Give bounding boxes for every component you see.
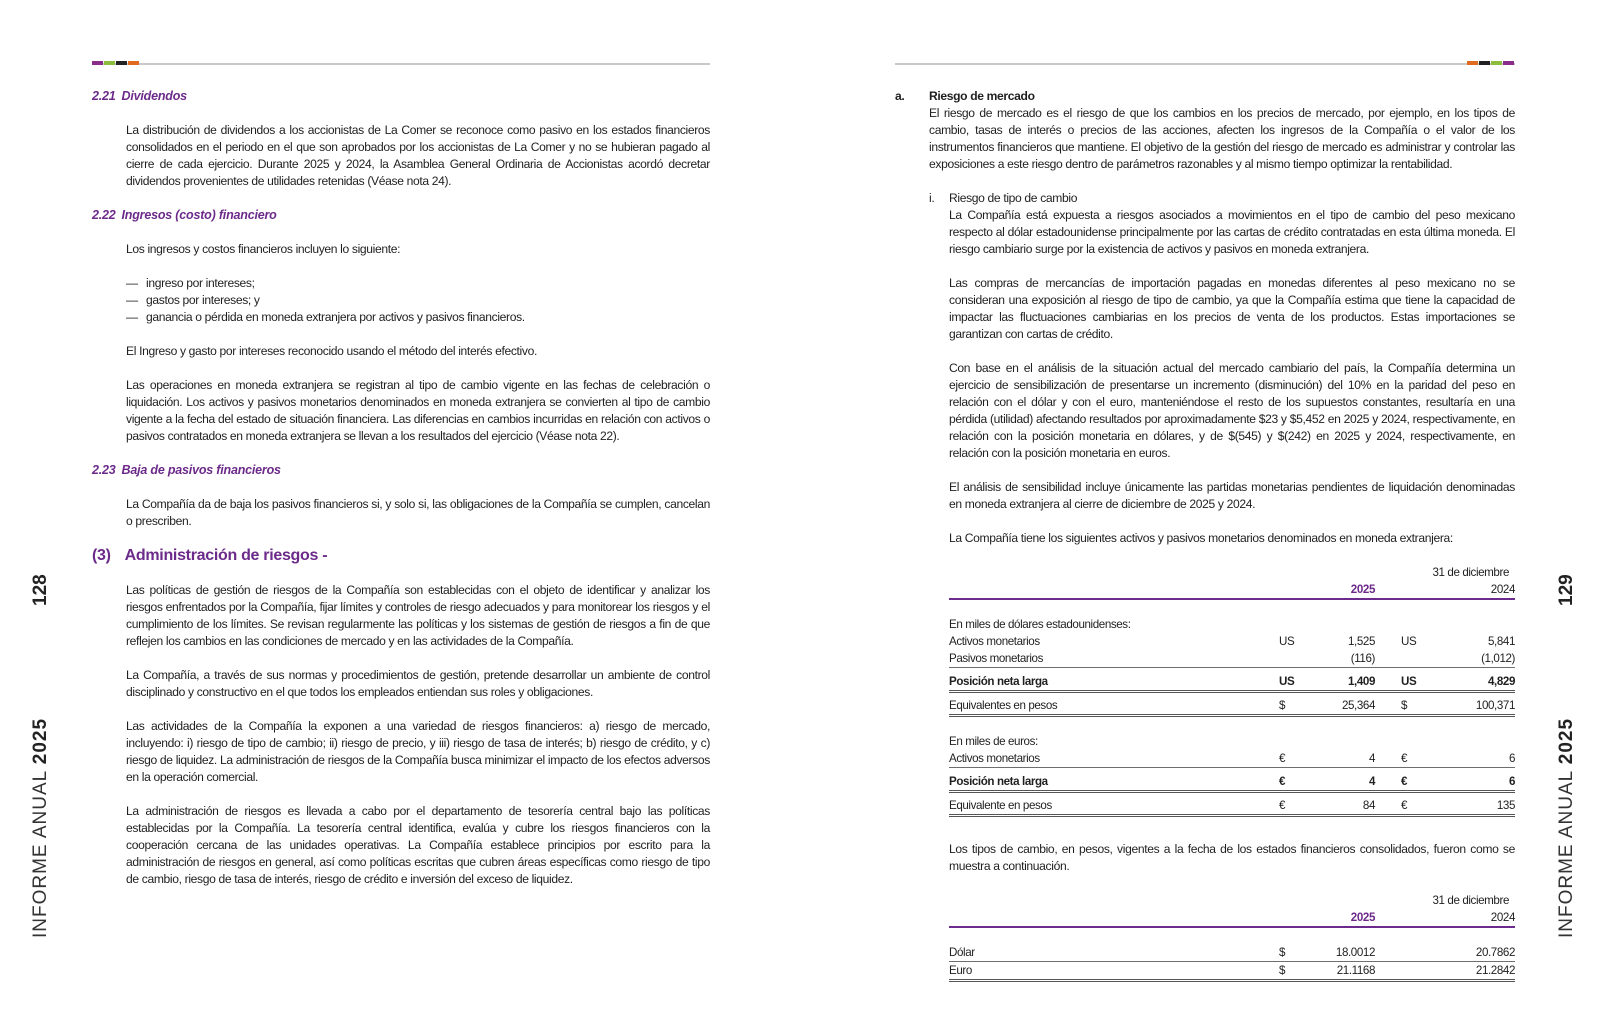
table-header-row: [949, 892, 1515, 909]
paragraph: La Compañía, a través de sus normas y procedimientos de gestión, pretende desarrollar un ambiente de control disciplinado y constructivo en el que todos los empleados entiendan sus roles y obligaciones.: [126, 668, 710, 699]
currency: €: [1279, 791, 1309, 815]
side-margin-left: [26, 560, 56, 940]
row-label: Dólar: [949, 944, 1279, 962]
currency: [1375, 650, 1435, 668]
table-row: [949, 616, 1515, 633]
monetary-position-table: [949, 564, 1515, 817]
value-2025: 21.1168: [1309, 961, 1375, 980]
section-body-3: [92, 582, 710, 888]
value-2025: 84: [1309, 791, 1375, 815]
section-heading-3: [92, 547, 710, 564]
section-title: Administración de riesgos -: [124, 547, 328, 564]
paragraph: Las políticas de gestión de riesgos de la Compañía son establecidas con el objeto de identificar y analizar los riesgos enfrentados por la Compañía, fijar límites y controles de riesgo adecuados y para monitorear los riesgos y el cumplimiento de los límites. Se revisan regularmente las políticas y los sistemas de gestión de riesgos a fin de que reflejen los cambios en las condiciones de mercado y en las actividades de la Compañía.: [126, 583, 710, 648]
section-number: 2.23: [92, 463, 116, 477]
list-item-text: gastos por intereses; y: [146, 293, 260, 307]
period-label: 31 de diciembre: [1432, 566, 1509, 579]
item-label: a.: [895, 89, 905, 103]
table-row: [949, 791, 1515, 815]
row-label: Equivalente en pesos: [949, 791, 1279, 815]
row-label: Euro: [949, 961, 1279, 980]
list-item-text: ganancia o pérdida en moneda extranjera por activos y pasivos financieros.: [146, 310, 525, 324]
currency: $: [1375, 692, 1435, 716]
value-2024: 4,829: [1435, 668, 1515, 692]
row-label: Pasivos monetarios: [949, 650, 1279, 668]
subsection-body-a: [895, 105, 1515, 207]
subsection-heading-i: [929, 190, 1515, 207]
strip-block: [1479, 61, 1490, 65]
table-row: [949, 961, 1515, 980]
paragraph: Las operaciones en moneda extranjera se registran al tipo de cambio vigente en las fechas de celebración o liquidación. Los activos y pasivos monetarios denominados en moneda extranjera se convierten al tipo de cambio vigente a la fecha del estado de situación financiera. Las diferencias en cambios incurridas en relación con activos o pasivos contratados en moneda extranjera se llevan a los resultados del ejercicio (Véase nota 22).: [126, 378, 710, 443]
paragraph: Los tipos de cambio, en pesos, vigentes a la fecha de los estados financieros consolidados, fueron como se muestra a continuación.: [949, 841, 1515, 873]
page-right: [895, 88, 1515, 982]
item-label: i.: [929, 191, 935, 205]
value-2025: 25,364: [1309, 692, 1375, 716]
value-2024: 6: [1435, 767, 1515, 791]
strip-block: [128, 61, 139, 65]
report-title-left: [30, 718, 52, 938]
section-title: Dividendos: [121, 89, 187, 103]
section-heading-2-21: [92, 88, 710, 105]
report-title-right: [1556, 718, 1578, 938]
table-row: [949, 733, 1515, 750]
bullet-list: [126, 275, 710, 326]
row-label: Equivalentes en pesos: [949, 692, 1279, 716]
table-header-row: [949, 581, 1515, 599]
value-2025: 1,525: [1347, 635, 1375, 648]
paragraph: La Compañía tiene los siguientes activos y pasivos monetarios denominados en moneda extranjera:: [949, 531, 1453, 545]
list-item: [126, 309, 710, 326]
paragraph: Los ingresos y costos financieros incluyen lo siguiente:: [126, 242, 401, 256]
paragraph: La Compañía da de baja los pasivos financieros si, y solo si, las obligaciones de la Compañía se cumplen, cancelan o prescriben.: [126, 497, 710, 528]
value-2024: (1,012): [1435, 650, 1515, 668]
report-year: 2025: [1556, 717, 1577, 765]
section-title: Ingresos (costo) financiero: [121, 208, 277, 222]
year-2025-header: 2025: [1309, 581, 1375, 599]
table-row: [949, 633, 1515, 650]
report-label: INFORME ANUAL: [1556, 770, 1577, 938]
year-2025-header: 2025: [1309, 909, 1375, 927]
page-number-right: 129: [1556, 574, 1577, 606]
subsection-body-i: [895, 207, 1515, 547]
currency: US: [1279, 635, 1295, 648]
paragraph: El análisis de sensibilidad incluye únicamente las partidas monetarias pendientes de liquidación denominadas en moneda extranjera al cierre de diciembre de 2025 y 2024.: [949, 480, 1515, 511]
item-title: Riesgo de mercado: [929, 89, 1035, 103]
currency: €: [1279, 767, 1309, 791]
list-item-text: ingreso por intereses;: [146, 276, 255, 290]
section-body-2-23: [92, 496, 710, 530]
table-row: [949, 750, 1515, 768]
section-number: 2.21: [92, 89, 116, 103]
strip-block: [1467, 61, 1478, 65]
page-left: [92, 88, 710, 905]
list-item: [126, 292, 710, 309]
paragraph: La administración de riesgos es llevada a cabo por el departamento de tesorería central bajo las políticas establecidas por la Compañía. La tesorería central identifica, evalúa y cubre los riesgos financieros con la cooperación cercana de las unidades operativas. La Compañía establece principios por escrito para la administración de riesgos en general, así como políticas escritas que cubren áreas específicas como riesgo de tipo de cambio, riesgo de tasa de interés, riesgo de crédito e inversión del exceso de liquidez.: [126, 804, 710, 886]
currency: $: [1279, 961, 1309, 980]
dash-bullet: —: [126, 276, 138, 290]
strip-block: [1503, 61, 1514, 65]
report-year: 2025: [30, 717, 51, 765]
color-strip-left: [92, 61, 140, 65]
row-label: Activos monetarios: [949, 750, 1279, 768]
table-row: [949, 767, 1515, 791]
color-strip-right: [1467, 61, 1515, 65]
side-margin-right: [1552, 560, 1582, 940]
subsection-body-i-cont: [895, 841, 1515, 875]
value-2025: 4: [1309, 767, 1375, 791]
currency: US: [1279, 668, 1309, 692]
paragraph: Las actividades de la Compañía la exponen a una variedad de riesgos financieros: a) riesgo de mercado, incluyendo: i) riesgo de tipo de cambio; ii) riesgo de precio, y iii) riesgo de tasa de interés; b) riesgo de crédito, y c) riesgo de liquidez. La administración de riesgos de la Compañía busca minimizar el impacto de los efectos adversos en la operación comercial.: [126, 719, 710, 784]
section-heading-2-23: [92, 462, 710, 479]
strip-block: [116, 61, 127, 65]
table-header-row: [949, 909, 1515, 927]
top-rule-left: [92, 63, 710, 65]
year-2024-header: 2024: [1435, 581, 1515, 599]
currency: €: [1375, 750, 1435, 768]
section-number: 2.22: [92, 208, 116, 222]
dash-bullet: —: [126, 293, 138, 307]
value-2024: 20.7862: [1435, 944, 1515, 962]
group-heading: En miles de dólares estadounidenses:: [949, 618, 1131, 631]
table-row: [949, 692, 1515, 716]
section-heading-2-22: [92, 207, 710, 224]
value-2024: 21.2842: [1435, 961, 1515, 980]
table-header-row: [949, 564, 1515, 581]
list-item: [126, 275, 710, 292]
value-2024: 135: [1435, 791, 1515, 815]
paragraph: Con base en el análisis de la situación actual del mercado cambiario del país, la Compañía determina un ejercicio de sensibilización de presentarse un incremento (disminución) del 10% en la paridad del peso en relación con el dólar y con el euro, manteniéndose el resto de los supuestos constantes, resultaría en una pérdida (utilidad) afectando resultados por aproximadamente $23 y $5,452 en 2025 y 2024, respectivamente, en relación con la posición monetaria en dólares, y de $(545) y $(242) en 2025 y 2024, respectivamente, en relación con la posición monetaria en euros.: [949, 361, 1515, 460]
currency: US: [1401, 635, 1417, 648]
table-row: [949, 668, 1515, 692]
top-rule-right: [895, 63, 1515, 65]
value-2025: 18.0012: [1309, 944, 1375, 962]
value-2024: 6: [1435, 750, 1515, 768]
currency: $: [1279, 692, 1309, 716]
currency: US: [1375, 668, 1435, 692]
value-2025: 4: [1309, 750, 1375, 768]
paragraph: El Ingreso y gasto por intereses reconocido usando el método del interés efectivo.: [126, 344, 537, 358]
strip-block: [92, 61, 103, 65]
paragraph: Las compras de mercancías de importación pagadas en monedas diferentes al peso mexicano no se consideran una exposición al riesgo de tipo de cambio, ya que la Compañía estima que tiene la capacidad de impactar las fluctuaciones cambiarias en los precios de venta de los productos. Estas importaciones se garantizan con cartas de crédito.: [949, 276, 1515, 341]
paragraph: La distribución de dividendos a los accionistas de La Comer se reconoce como pasivo en los estados financieros consolidados en el periodo en el que son aprobados por los accionistas de La Comer y no se hubieran pagado al cierre de cada ejercicio. Durante 2025 y 2024, la Asamblea General Ordinaria de Accionistas acordó decretar dividendos provenientes de utilidades retenidas (Véase nota 24).: [126, 123, 710, 188]
group-heading: En miles de euros:: [949, 734, 1038, 748]
value-2024: 5,841: [1487, 635, 1515, 648]
currency: €: [1375, 791, 1435, 815]
subsection-heading-a: [895, 88, 1515, 105]
row-label: Activos monetarios: [949, 635, 1040, 648]
period-label: 31 de diciembre: [1432, 893, 1509, 907]
currency: €: [1375, 767, 1435, 791]
item-title: Riesgo de tipo de cambio: [949, 191, 1078, 205]
paragraph: El riesgo de mercado es el riesgo de que los cambios en los precios de mercado, por ejemplo, en los tipos de cambio, tasas de interés o precios de las acciones, afecten los ingresos de la Compañía o el valor de los instrumentos financieros que mantiene. El objetivo de la gestión del riesgo de mercado es administrar y controlar las exposiciones a este riesgo dentro de parámetros razonables y al mismo tiempo optimizar la rentabilidad.: [929, 106, 1515, 171]
row-label: Posición neta larga: [949, 767, 1279, 791]
section-body-2-22: [92, 241, 710, 445]
section-title: Baja de pasivos financieros: [121, 463, 281, 477]
value-2025: 1,409: [1309, 668, 1375, 692]
currency: $: [1279, 944, 1309, 962]
currency: [1279, 650, 1309, 668]
row-label: Posición neta larga: [949, 668, 1279, 692]
table-row: [949, 650, 1515, 668]
exchange-rate-table: [949, 892, 1515, 982]
dash-bullet: —: [126, 310, 138, 324]
report-label: INFORME ANUAL: [30, 770, 51, 938]
section-body-2-21: [92, 122, 710, 190]
currency: €: [1279, 750, 1309, 768]
table-row: [949, 944, 1515, 962]
page-number-left: 128: [30, 574, 51, 606]
section-number: (3): [92, 547, 111, 564]
paragraph: La Compañía está expuesta a riesgos asociados a movimientos en el tipo de cambio del peso mexicano respecto al dólar estadounidense principalmente por las cartas de crédito contratadas en esta última moneda. El riesgo cambiario surge por la existencia de activos y pasivos en moneda extranjera.: [949, 208, 1515, 256]
strip-block: [1491, 61, 1502, 65]
strip-block: [104, 61, 115, 65]
year-2024-header: 2024: [1435, 909, 1515, 927]
value-2024: 100,371: [1435, 692, 1515, 716]
value-2025: (116): [1309, 650, 1375, 668]
